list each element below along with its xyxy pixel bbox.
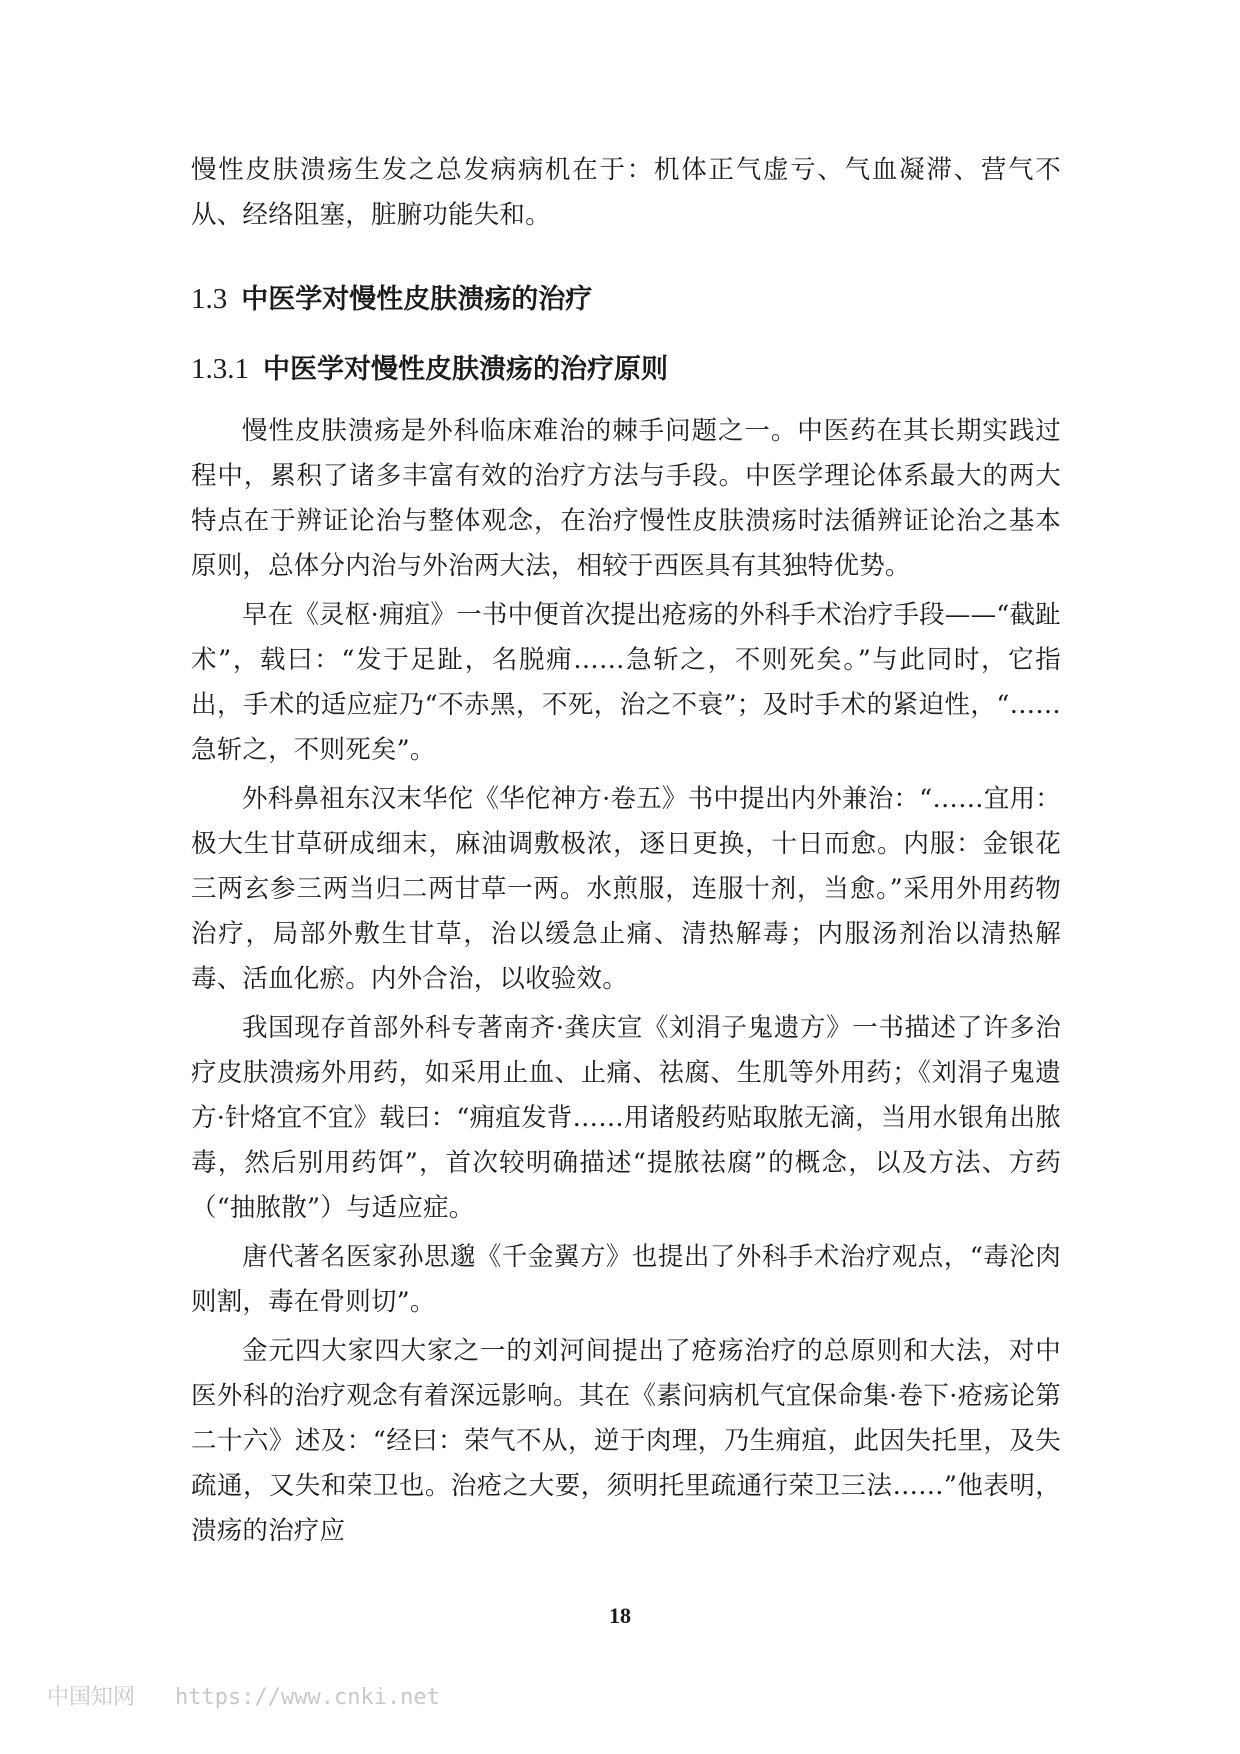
section-number: 1.3 [191, 283, 228, 315]
watermark-url: https://www.cnki.net [175, 1685, 440, 1710]
subsection-number: 1.3.1 [191, 353, 249, 385]
page-number: 18 [609, 1603, 631, 1628]
paragraph: 我国现存首部外科专著南齐·龚庆宣《刘涓子鬼遗方》一书描述了许多治疗皮肤溃疡外用药，如采用止血、止痛、祛腐、生肌等外用药；《刘涓子鬼遗方·针烙宜不宜》载曰：“痈疽发背……用诸般药贴取脓无滴，当用水银角出脓毒，然后别用药饵”，首次较明确描述“提脓祛腐”的概念，以及方法、方药（“抽脓散”）与适应症。 [191, 1013, 1061, 1223]
paragraph: 外科鼻祖东汉末华佗《华佗神方·卷五》书中提出内外兼治：“……宜用：极大生甘草研成细末，麻油调敷极浓，逐日更换，十日而愈。内服：金银花三两玄参三两当归二两甘草一两。水煎服，连服十剂，当愈。”采用外用药物治疗，局部外敷生甘草，治以缓急止痛、清热解毒；内服汤剂治以清热解毒、活血化瘀。内外合治，以收验效。 [191, 784, 1061, 994]
watermark-site-name: 中国知网 [47, 1685, 136, 1710]
subsection-heading [191, 348, 1061, 390]
subsection-title: 中医学对慢性皮肤溃疡的治疗原则 [263, 354, 668, 385]
section-title: 中医学对慢性皮肤溃疡的治疗 [241, 284, 593, 315]
page-body [191, 148, 1061, 1554]
paragraph: 唐代著名医家孙思邈《千金翼方》也提出了外科手术治疗观点，“毒沦肉则割，毒在骨则切”。 [191, 1242, 1061, 1317]
paragraph: 金元四大家四大家之一的刘河间提出了疮疡治疗的总原则和大法，对中医外科的治疗观念有着深远影响。其在《素问病机气宜保命集·卷下·疮疡论第二十六》述及：“经曰：荣气不从，逆于肉理，乃生痈疽，此因失托里，及失疏通，又失和荣卫也。治疮之大要，须明托里疏通行荣卫三法……”他表明，溃疡的治疗应 [191, 1336, 1061, 1546]
watermark [47, 1680, 440, 1711]
paragraph: 早在《灵枢·痈疽》一书中便首次提出疮疡的外科手术治疗手段——“截趾术”，载曰：“发于足趾，名脱痈……急斩之，不则死矣。”与此同时，它指出，手术的适应症乃“不赤黑，不死，治之不衰”；及时手术的紧迫性，“……急斩之，不则死矣”。 [191, 600, 1061, 765]
paragraph: 慢性皮肤溃疡是外科临床难治的棘手问题之一。中医药在其长期实践过程中，累积了诸多丰富有效的治疗方法与手段。中医学理论体系最大的两大特点在于辨证论治与整体观念，在治疗慢性皮肤溃疡时法循辨证论治之基本原则，总体分内治与外治两大法，相较于西医具有其独特优势。 [191, 416, 1061, 581]
paragraph: 慢性皮肤溃疡生发之总发病病机在于：机体正气虚亏、气血凝滞、营气不从、经络阻塞，脏腑功能失和。 [191, 155, 1061, 230]
section-heading [191, 278, 1061, 320]
